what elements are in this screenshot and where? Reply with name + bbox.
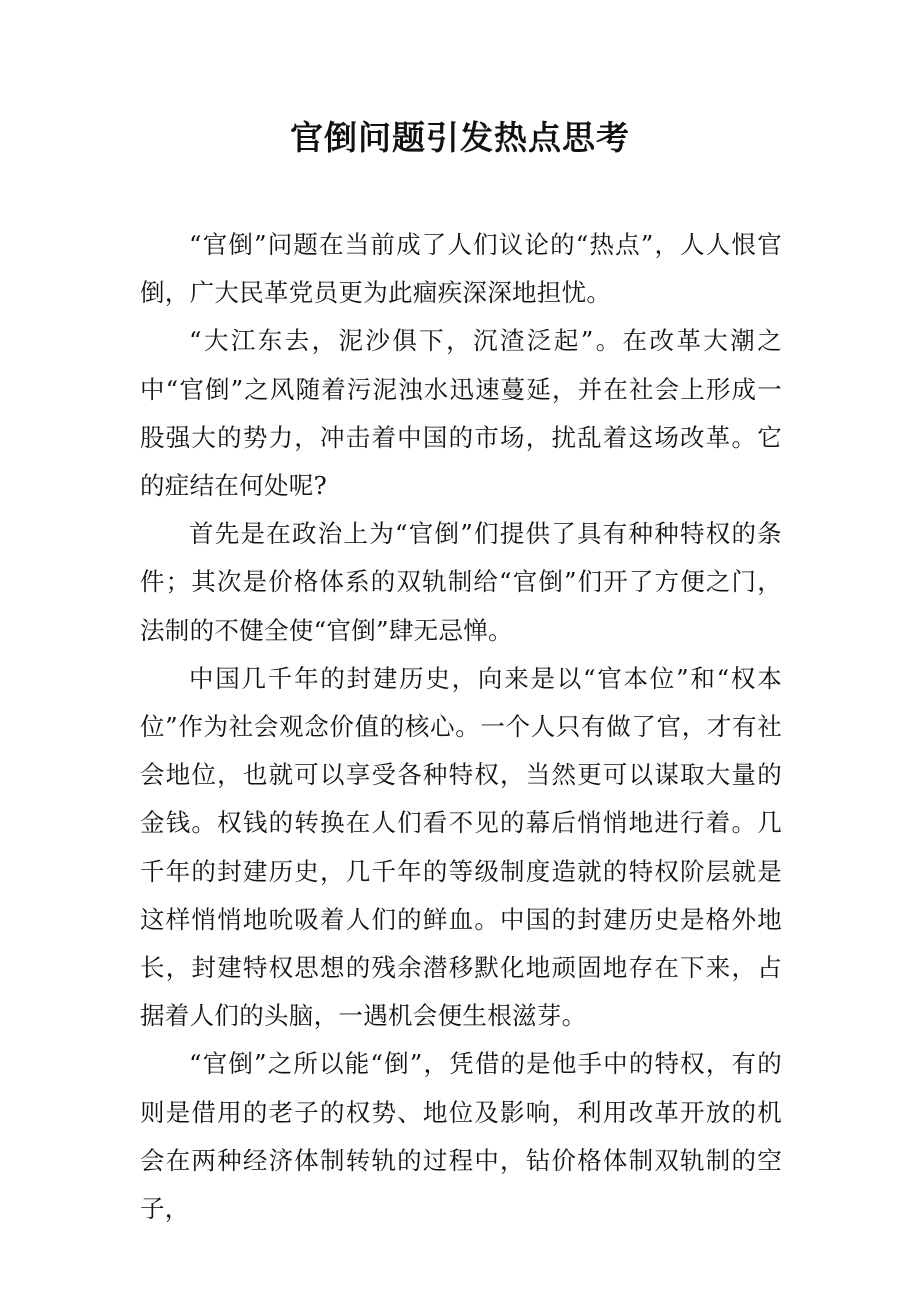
paragraph: 中国几千年的封建历史，向来是以“官本位”和“权本位”作为社会观念价值的核心。一个人只有做了官，才有社会地位，也就可以享受各种特权，当然更可以谋取大量的金钱。权钱的转换在人们看不见的幕后悄悄地进行着。几千年的封建历史，几千年的等级制度造就的特权阶层就是这样悄悄地吮吸着人们的鲜血。中国的封建历史是格外地长，封建特权思想的残余潜移默化地顽固地存在下来，占据着人们的头脑，一遇机会便生根滋芽。 [140,663,782,1031]
paragraph: “官倒”问题在当前成了人们议论的“热点”，人人恨官倒，广大民革党员更为此痼疾深深地担忧。 [140,230,782,308]
paragraph: “官倒”之所以能“倒”，凭借的是他手中的特权，有的则是借用的老子的权势、地位及影响，利用改革开放的机会在两种经济体制转轨的过程中，钻价格体制双轨制的空子， [140,1049,782,1224]
paragraph: “大江东去，泥沙俱下，沉渣泛起”。在改革大潮之中“官倒”之风随着污泥浊水迅速蔓延，并在社会上形成一股强大的势力，冲击着中国的市场，扰乱着这场改革。它的症结在何处呢? [140,326,782,501]
paragraph: 首先是在政治上为“官倒”们提供了具有种种特权的条件；其次是价格体系的双轨制给“官倒”们开了方便之门，法制的不健全使“官倒”肆无忌惮。 [140,519,782,645]
document-body [140,221,782,1233]
document-title: 官倒问题引发热点思考 [290,118,630,157]
